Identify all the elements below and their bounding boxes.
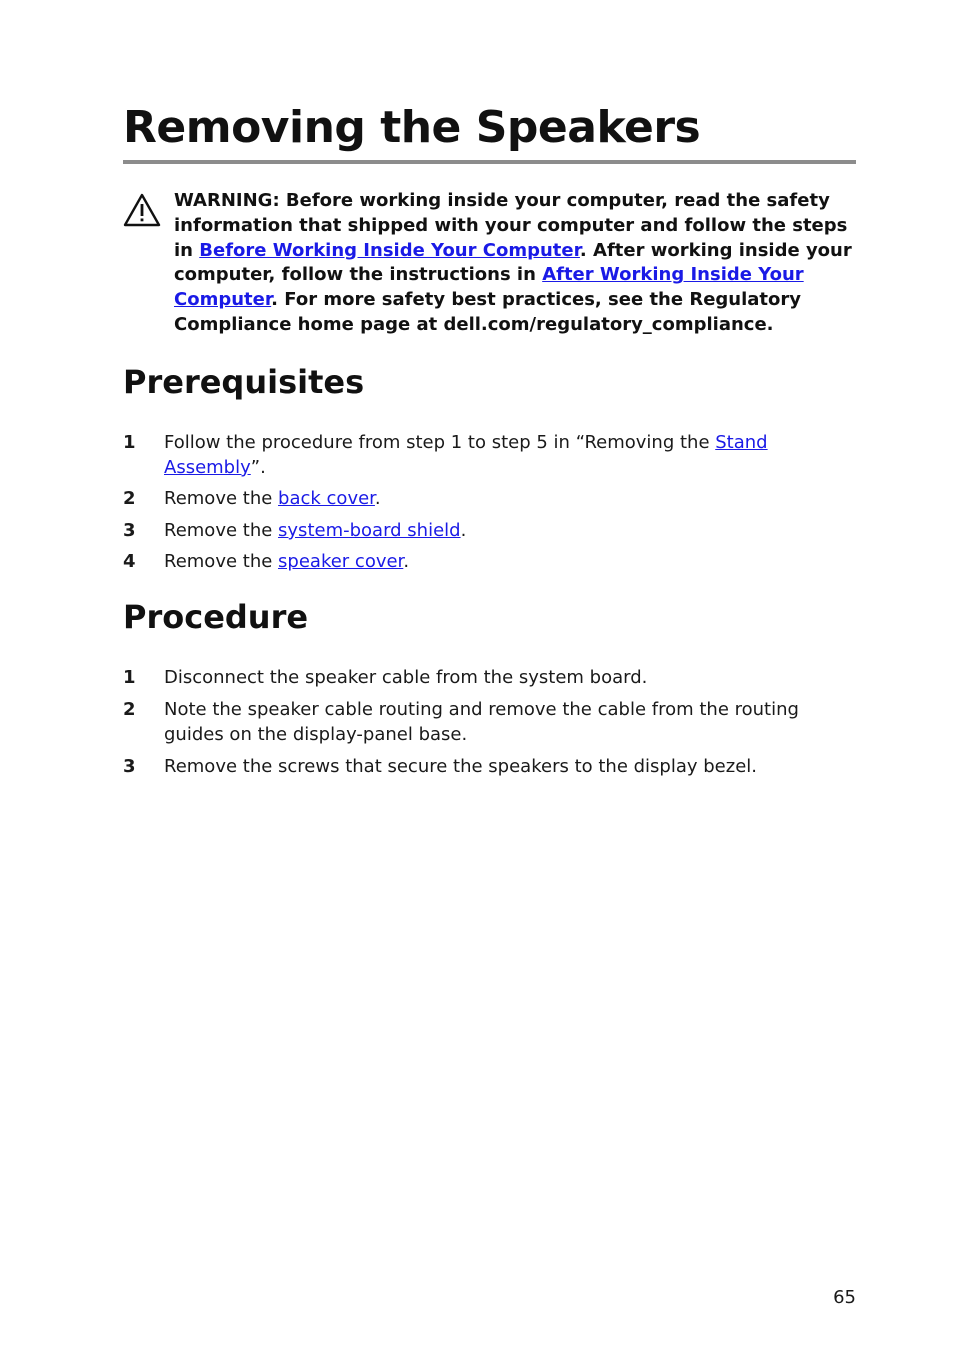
step-number: 2 [123, 488, 136, 509]
step-text-end: ”. [250, 457, 266, 478]
page-title: Removing the Speakers [123, 102, 701, 153]
procedure-heading: Procedure [123, 598, 309, 636]
system-board-shield-link[interactable]: system-board shield [278, 520, 461, 541]
step-number: 1 [123, 432, 136, 453]
procedure-step [123, 697, 834, 747]
speaker-cover-link[interactable]: speaker cover [278, 551, 404, 572]
back-cover-link[interactable]: back cover [278, 488, 375, 509]
title-rule [123, 160, 856, 164]
procedure-list [123, 665, 853, 779]
procedure-step [123, 754, 853, 779]
procedure-step [123, 665, 853, 690]
page-number: 65 [833, 1287, 856, 1308]
step-text-end: . [374, 488, 381, 509]
step-text-end: . [460, 520, 467, 541]
step-number: 1 [123, 667, 136, 688]
warning-suffix: . For more safety best practices, see the Regulatory Compliance home page at dell.com/regulatory_compliance. [174, 289, 801, 335]
step-number: 3 [123, 520, 136, 541]
step-text: Remove the screws that secure the speakers to the display bezel. [164, 756, 757, 777]
step-text-end: . [403, 551, 410, 572]
step-number: 2 [123, 699, 136, 720]
warning-triangle-icon [123, 193, 161, 227]
prerequisite-step [123, 486, 853, 511]
after-working-link[interactable]: After Working Inside Your Computer [174, 264, 804, 311]
prerequisites-list [123, 430, 853, 574]
step-number: 4 [123, 551, 136, 572]
warning-prefix: WARNING: Before working inside your computer, read the safety information that shipped with your computer and follow the steps in [174, 190, 848, 261]
warning-middle: . After working inside your computer, follow the instructions in [174, 239, 852, 286]
prerequisite-step [123, 549, 853, 574]
step-number: 3 [123, 756, 136, 777]
step-text: Note the speaker cable routing and remove the cable from the routing guides on the display-panel base. [164, 699, 799, 745]
step-text: Remove the [164, 520, 279, 541]
step-text: Remove the [164, 488, 279, 509]
prerequisites-heading: Prerequisites [123, 363, 365, 401]
stand-assembly-link[interactable]: Stand Assembly [164, 432, 768, 478]
step-text: Remove the [164, 551, 279, 572]
step-text: Follow the procedure from step 1 to step 5 in “Removing the [164, 432, 716, 453]
prerequisite-step [123, 430, 794, 480]
before-working-link[interactable]: Before Working Inside Your Computer [199, 239, 580, 261]
warning-text [174, 189, 854, 338]
prerequisite-step [123, 518, 853, 543]
step-text: Disconnect the speaker cable from the system board. [164, 667, 648, 688]
